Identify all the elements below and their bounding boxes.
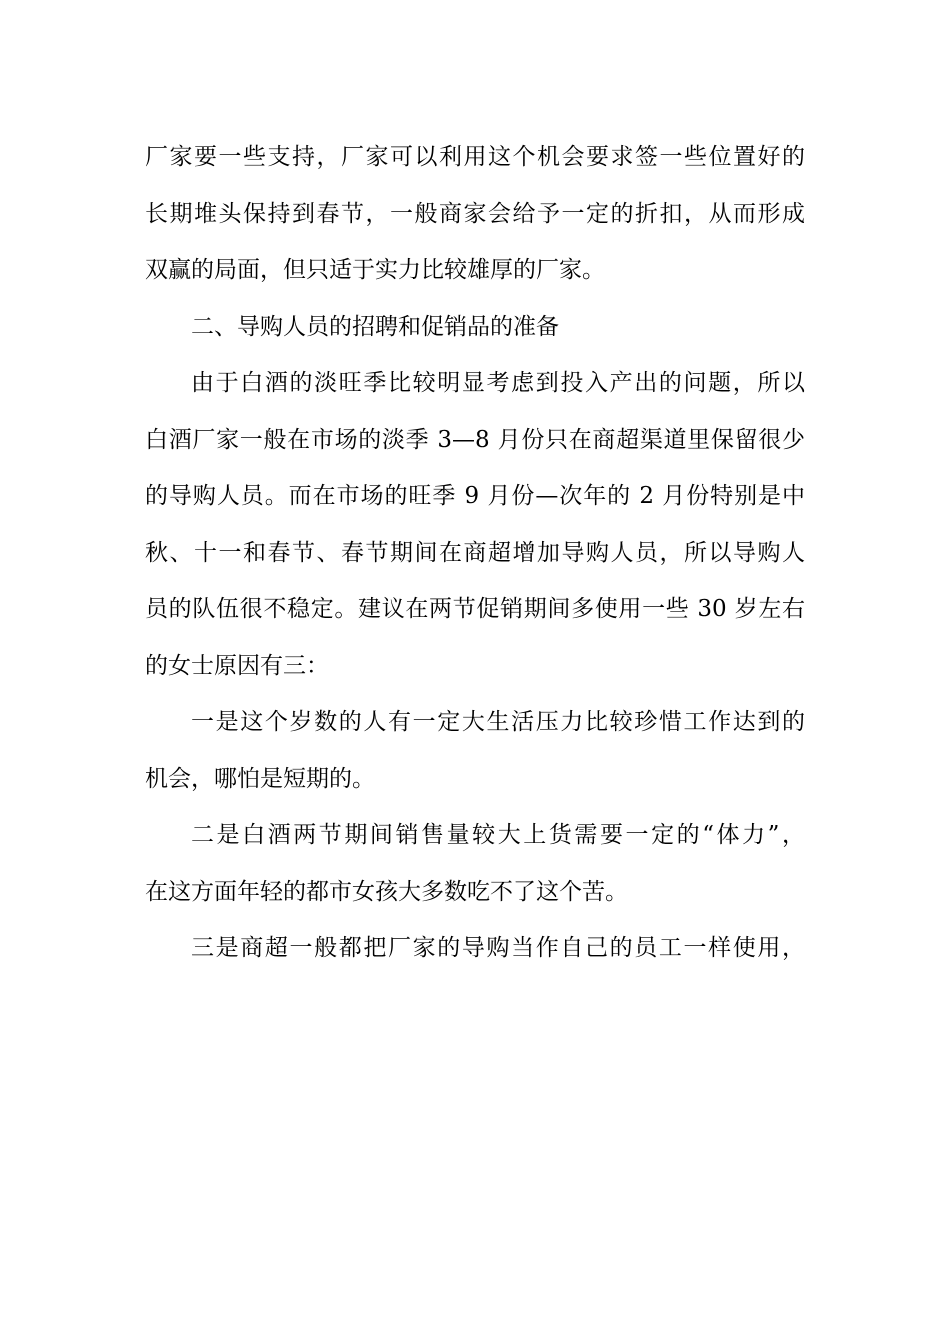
text-line: 三是商超一般都把厂家的导购当作自己的员工一样使用， — [191, 935, 805, 961]
text-line: 白酒厂家一般在市场的淡季 3—8 月份只在商超渠道里保留很少 — [145, 426, 805, 453]
text-line: 机会，哪怕是短期的。 — [145, 765, 375, 792]
text-line: 长期堆头保持到春节，一般商家会给予一定的折扣，从而形成 — [145, 200, 805, 227]
text-line: 的导购人员。而在市场的旺季 9 月份—次年的 2 月份特别是中 — [145, 483, 805, 509]
text-line: 二是白酒两节期间销售量较大上货需要一定的“体力”， — [191, 822, 805, 848]
text-line: 员的队伍很不稳定。建议在两节促销期间多使用一些 30 岁左右 — [145, 596, 805, 622]
section-heading: 二、导购人员的招聘和促销品的准备 — [191, 313, 559, 340]
text-line: 秋、十一和春节、春节期间在商超增加导购人员，所以导购人 — [145, 539, 805, 566]
document-body — [145, 129, 805, 977]
text-line: 的女士原因有三： — [145, 652, 329, 679]
text-line: 在这方面年轻的都市女孩大多数吃不了这个苦。 — [145, 878, 628, 905]
text-line: 厂家要一些支持，厂家可以利用这个机会要求签一些位置好的 — [145, 144, 805, 170]
text-line: 由于白酒的淡旺季比较明显考虑到投入产出的问题，所以 — [191, 370, 805, 396]
text-line: 一是这个岁数的人有一定大生活压力比较珍惜工作达到的 — [191, 709, 805, 735]
text-line: 双赢的局面，但只适于实力比较雄厚的厂家。 — [145, 257, 605, 283]
